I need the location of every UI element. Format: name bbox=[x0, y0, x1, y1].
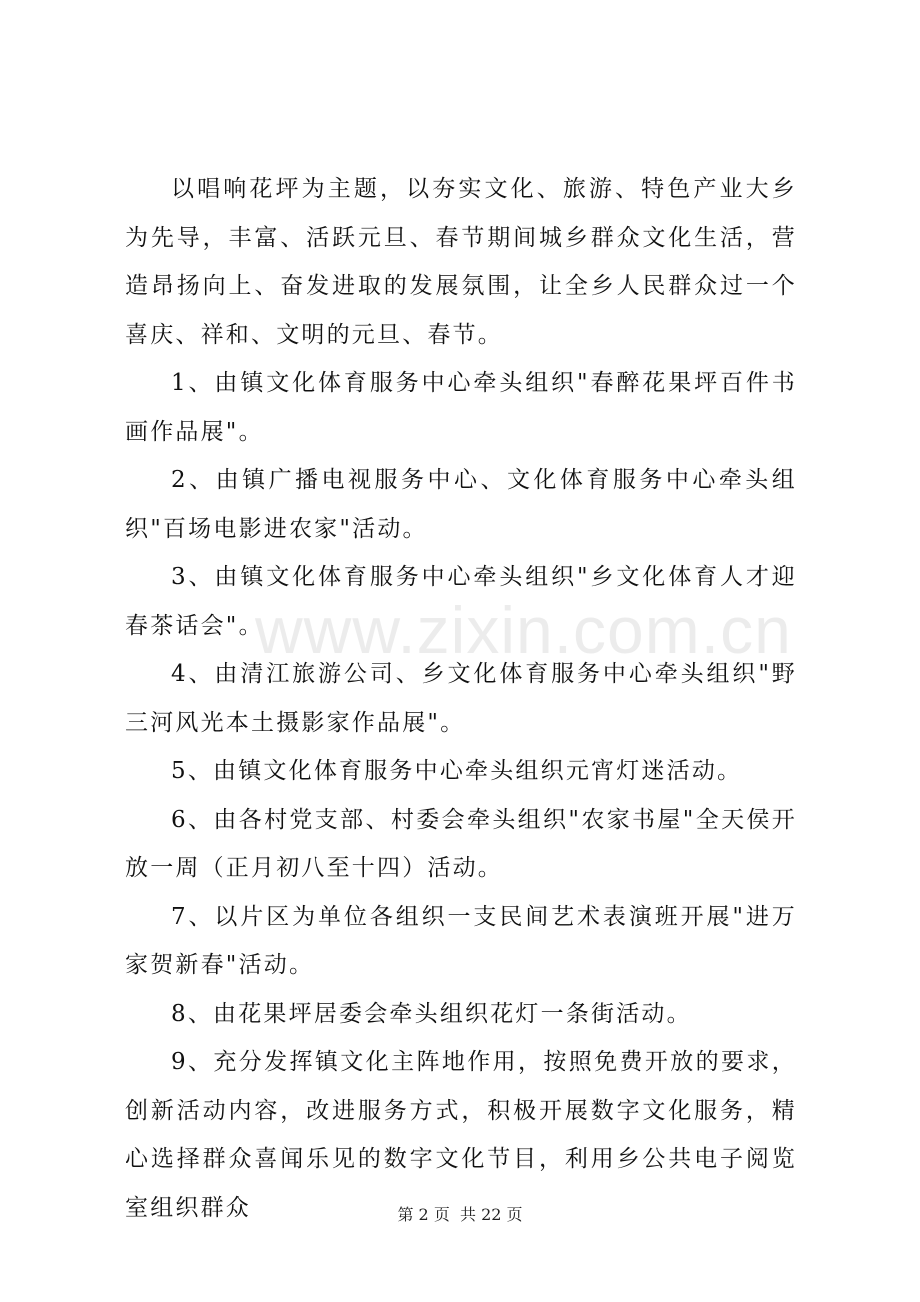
document-body bbox=[125, 165, 797, 1232]
list-item-5: 5、由镇文化体育服务中心牵头组织元宵灯迷活动。 bbox=[171, 758, 743, 784]
list-item-1: 1、由镇文化体育服务中心牵头组织"春醉花果坪百件书画作品展"。 bbox=[125, 370, 797, 445]
list-item-8: 8、由花果坪居委会牵头组织花灯一条街活动。 bbox=[171, 1000, 692, 1027]
list-item-4: 4、由清江旅游公司、乡文化体育服务中心牵头组织"野三河风光本土摄影家作品展"。 bbox=[125, 661, 797, 736]
list-item-9: 9、充分发挥镇文化主阵地作用，按照免费开放的要求，创新活动内容，改进服务方式，积极开展数字文化服务，精心选择群众喜闻乐见的数字文化节目，利用乡公共电子阅览室组织群众 bbox=[125, 1049, 797, 1221]
watermark: www.zixin.com.cn bbox=[255, 593, 792, 667]
list-item-3: 3、由镇文化体育服务中心牵头组织"乡文化体育人才迎春茶话会"。 bbox=[125, 564, 797, 639]
intro-paragraph: 以唱响花坪为主题，以夯实文化、旅游、特色产业大乡为先导，丰富、活跃元旦、春节期间城乡群众文化生活，营造昂扬向上、奋发进取的发展氛围，让全乡人民群众过一个喜庆、祥和、文明的元旦、春节。 bbox=[125, 176, 797, 348]
list-item-2: 2、由镇广播电视服务中心、文化体育服务中心牵头组织"百场电影进农家"活动。 bbox=[125, 467, 797, 542]
list-item-7: 7、以片区为单位各组织一支民间艺术表演班开展"进万家贺新春"活动。 bbox=[125, 903, 797, 978]
page-number-footer: 第 2 页 共 22 页 bbox=[397, 1205, 523, 1224]
list-item-6: 6、由各村党支部、村委会牵头组织"农家书屋"全天侯开放一周（正月初八至十四）活动。 bbox=[125, 806, 797, 881]
